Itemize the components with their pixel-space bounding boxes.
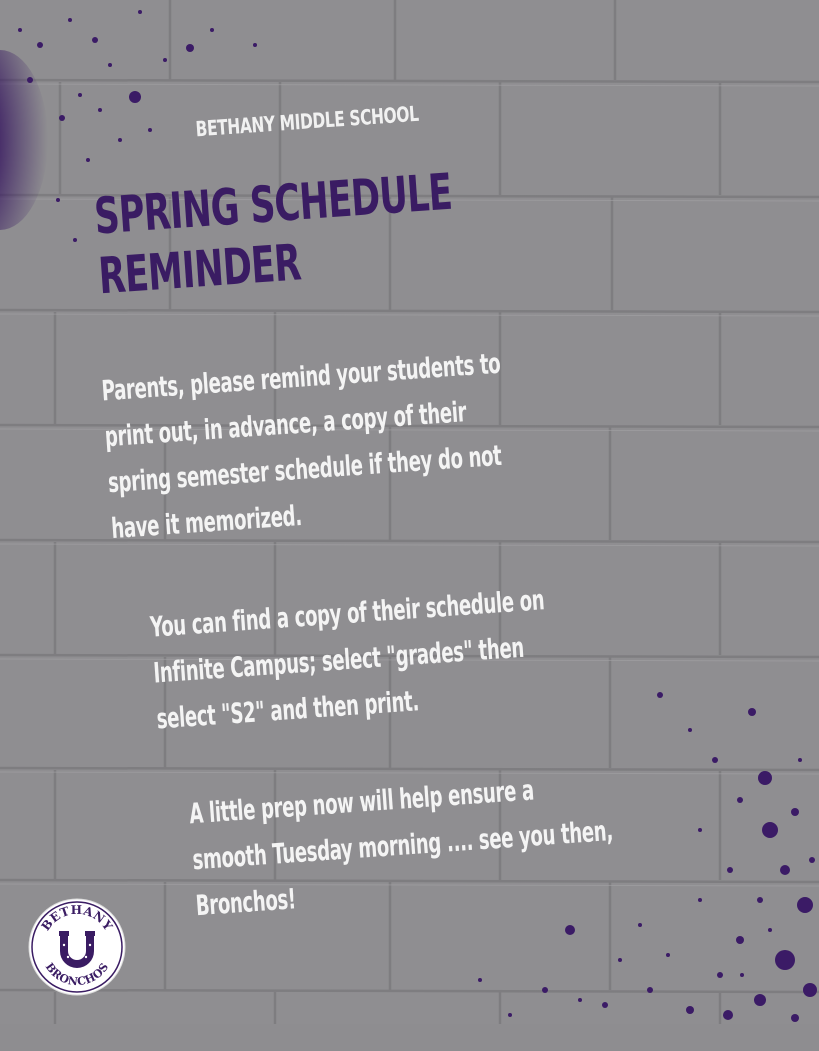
bethany-bronchos-logo <box>27 897 127 997</box>
logo-top-text: BETHANY <box>38 902 116 934</box>
paragraph-line: Bronchos! <box>194 882 297 923</box>
paragraph-line: Parents, please remind your students to <box>100 346 502 408</box>
headline-line: REMINDER <box>96 233 303 306</box>
school-name: BETHANY MIDDLE SCHOOL <box>194 101 420 142</box>
paragraph-line: select "S2" and then print. <box>155 684 420 736</box>
headline-line: SPRING SCHEDULE <box>92 162 454 246</box>
paragraph-line: smooth Tuesday morning .... see you then, <box>191 814 614 877</box>
paragraph-print-reminder <box>100 341 511 552</box>
logo-bottom-text: BRONCHOS <box>42 960 112 989</box>
paragraph-line: print out, in advance, a copy of their <box>103 395 468 454</box>
paragraph-line: spring semester schedule if they do not <box>106 438 503 500</box>
headline <box>92 156 536 306</box>
paragraph-line: Infinite Campus; select "grades" then <box>152 630 525 690</box>
paragraph-line: You can find a copy of their schedule on <box>149 583 546 644</box>
paragraph-infinite-campus <box>149 577 553 742</box>
paragraph-sign-off <box>188 762 618 929</box>
paragraph-line: have it memorized. <box>110 498 303 546</box>
paragraph-line: A little prep now will help ensure a <box>188 773 535 831</box>
